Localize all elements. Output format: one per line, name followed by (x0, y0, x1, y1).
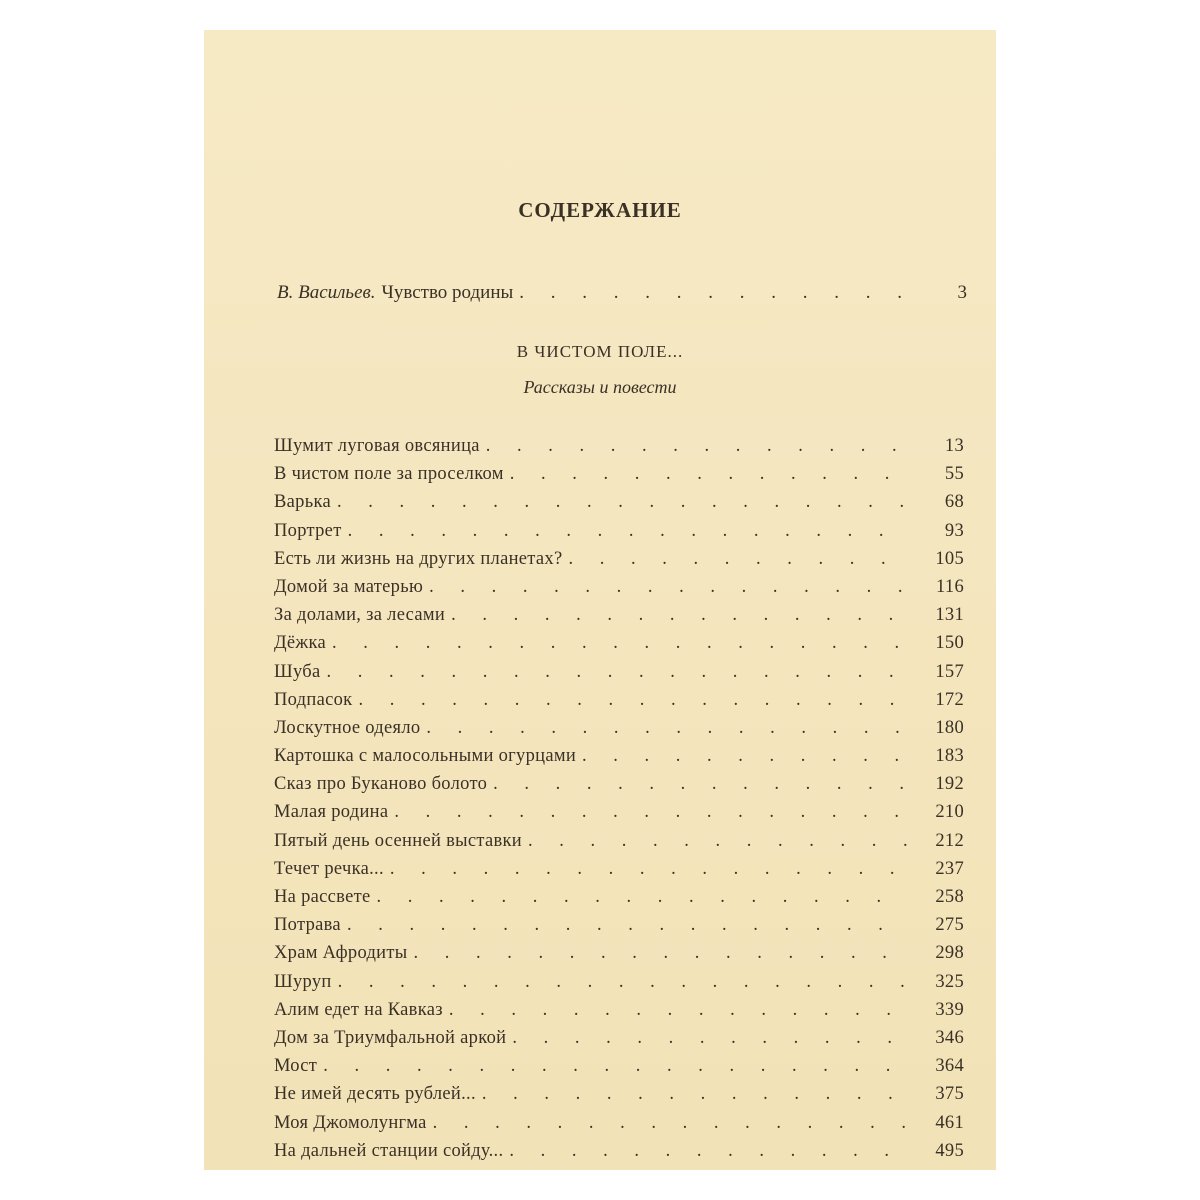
toc-entry-page-number: 68 (944, 492, 964, 513)
dot-leader (582, 746, 908, 767)
dot-leader (528, 831, 908, 852)
dot-leader (332, 633, 908, 654)
intro-author: В. Васильев. (277, 282, 376, 303)
toc-entry-title: Картошка с малосольными огурцами (274, 746, 577, 767)
dot-leader (568, 549, 908, 570)
toc-entry-page-number: 183 (935, 746, 964, 767)
toc-entry (274, 915, 964, 943)
dot-leader (429, 577, 908, 598)
toc-entry (274, 1028, 964, 1056)
toc-entry (274, 859, 964, 887)
toc-entry-title: Малая родина (274, 802, 389, 823)
toc-entry (274, 774, 964, 802)
toc-entry-title: Подпасок (274, 689, 353, 710)
toc-entry-page-number: 298 (935, 943, 964, 964)
toc-entry-page-number: 55 (944, 464, 964, 485)
toc-entry-title: Есть ли жизнь на других планетах? (274, 548, 563, 569)
intro-page-number: 3 (957, 282, 967, 303)
toc-entry-page-number: 180 (935, 717, 964, 738)
toc-entry (274, 1056, 964, 1084)
toc-entry (274, 887, 964, 915)
dot-leader (493, 774, 908, 795)
toc-entry-page-number: 93 (944, 520, 964, 541)
toc-entry (274, 1000, 964, 1028)
toc-entry (274, 605, 964, 633)
toc-entry (274, 436, 964, 464)
dot-leader (323, 1056, 908, 1077)
dot-leader (426, 718, 908, 739)
toc-entry (274, 1141, 964, 1169)
dot-leader (482, 1084, 908, 1105)
toc-entry (274, 718, 964, 746)
toc-entry (274, 972, 964, 1000)
toc-entry-page-number: 13 (944, 436, 964, 456)
toc-entry-page-number: 150 (935, 633, 964, 654)
dot-leader (327, 662, 909, 683)
toc-entry-page-number: 346 (935, 1027, 964, 1048)
toc-entry (274, 746, 964, 774)
toc-entry-page-number: 495 (935, 1140, 964, 1161)
toc-entry-title: Храм Афродиты (274, 943, 408, 964)
dot-leader (394, 802, 908, 823)
section-title: В ЧИСТОМ ПОЛЕ... (516, 342, 684, 361)
toc-entry (274, 633, 964, 661)
toc-entry (274, 492, 964, 520)
toc-entry (274, 1113, 964, 1141)
toc-entry-title: Дом за Триумфальной аркой (274, 1027, 507, 1048)
toc-entry-title: Домой за матерью (274, 576, 424, 597)
toc-entry-title: Мост (274, 1056, 318, 1077)
toc-entry (274, 521, 964, 549)
toc-entry-title: Шуруп (274, 971, 332, 992)
toc-entry (274, 831, 964, 859)
toc-entry-page-number: 192 (935, 774, 964, 795)
dot-leader (451, 605, 908, 626)
dot-leader (348, 521, 908, 542)
dot-leader (414, 943, 909, 964)
toc-entry-page-number: 172 (935, 689, 964, 710)
toc-entry-page-number: 116 (936, 576, 964, 597)
toc-entry-title: Течет речка... (274, 858, 384, 879)
toc-entry (274, 662, 964, 690)
toc-entry-title: Шумит луговая овсяница (274, 436, 480, 456)
dot-leader (390, 859, 908, 880)
toc-entry-title: Сказ про Буканово болото (274, 774, 488, 795)
dot-leader (449, 1000, 908, 1021)
toc-entry (274, 1084, 964, 1112)
intro-entry (277, 282, 967, 310)
toc-entry-page-number: 105 (935, 548, 964, 569)
toc-entry-title: Пятый день осенней выставки (274, 830, 523, 851)
toc-entry-title: Портрет (274, 520, 342, 541)
toc-entry (274, 549, 964, 577)
toc-entry-page-number: 212 (935, 830, 964, 851)
dot-leader (512, 1028, 908, 1049)
toc-entry-title: Не имей десять рублей... (274, 1084, 476, 1105)
toc-entry (274, 802, 964, 830)
toc-entry-page-number: 157 (935, 661, 964, 682)
toc-list (274, 436, 964, 1169)
toc-entry-title: В чистом поле за проселком (274, 464, 504, 485)
toc-entry (274, 943, 964, 971)
toc-entry-page-number: 325 (935, 971, 964, 992)
toc-entry-page-number: 275 (935, 915, 964, 936)
dot-leader (358, 690, 908, 711)
dot-leader (433, 1113, 908, 1134)
toc-entry-page-number: 237 (935, 858, 964, 879)
dot-leader (337, 492, 908, 513)
toc-entry-page-number: 131 (935, 605, 964, 626)
book-page (204, 30, 996, 1170)
dot-leader (509, 1141, 908, 1162)
dot-leader (338, 972, 908, 993)
dot-leader (377, 887, 908, 908)
section-subtitle: Рассказы и повести (523, 377, 677, 397)
toc-entry (274, 464, 964, 492)
toc-entry-title: Дёжка (274, 633, 327, 654)
dot-leader (519, 282, 911, 304)
toc-entry-title: Моя Джомолунгма (274, 1112, 427, 1133)
toc-entry-title: Алим едет на Кавказ (274, 999, 443, 1020)
toc-entry-page-number: 339 (935, 999, 964, 1020)
toc-entry-page-number: 364 (935, 1056, 964, 1077)
toc-entry-page-number: 210 (935, 802, 964, 823)
toc-entry-title: Лоскутное одеяло (274, 717, 421, 738)
toc-entry-title: Потрава (274, 915, 341, 936)
dot-leader (486, 436, 908, 457)
dot-leader (347, 915, 908, 936)
dot-leader (510, 464, 908, 485)
intro-title: Чувство родины (381, 282, 514, 303)
toc-entry-page-number: 258 (935, 887, 964, 907)
toc-entry (274, 690, 964, 718)
toc-entry-title: На дальней станции сойду... (274, 1140, 504, 1161)
page-heading: СОДЕРЖАНИЕ (518, 198, 682, 222)
toc-entry-page-number: 461 (935, 1112, 964, 1133)
toc-entry-title: За долами, за лесами (274, 605, 446, 626)
toc-entry-title: Шуба (274, 661, 321, 682)
toc-entry-page-number: 375 (935, 1084, 964, 1105)
toc-entry-title: Варька (274, 492, 331, 513)
toc-entry (274, 577, 964, 605)
toc-entry-title: На рассвете (274, 887, 371, 907)
